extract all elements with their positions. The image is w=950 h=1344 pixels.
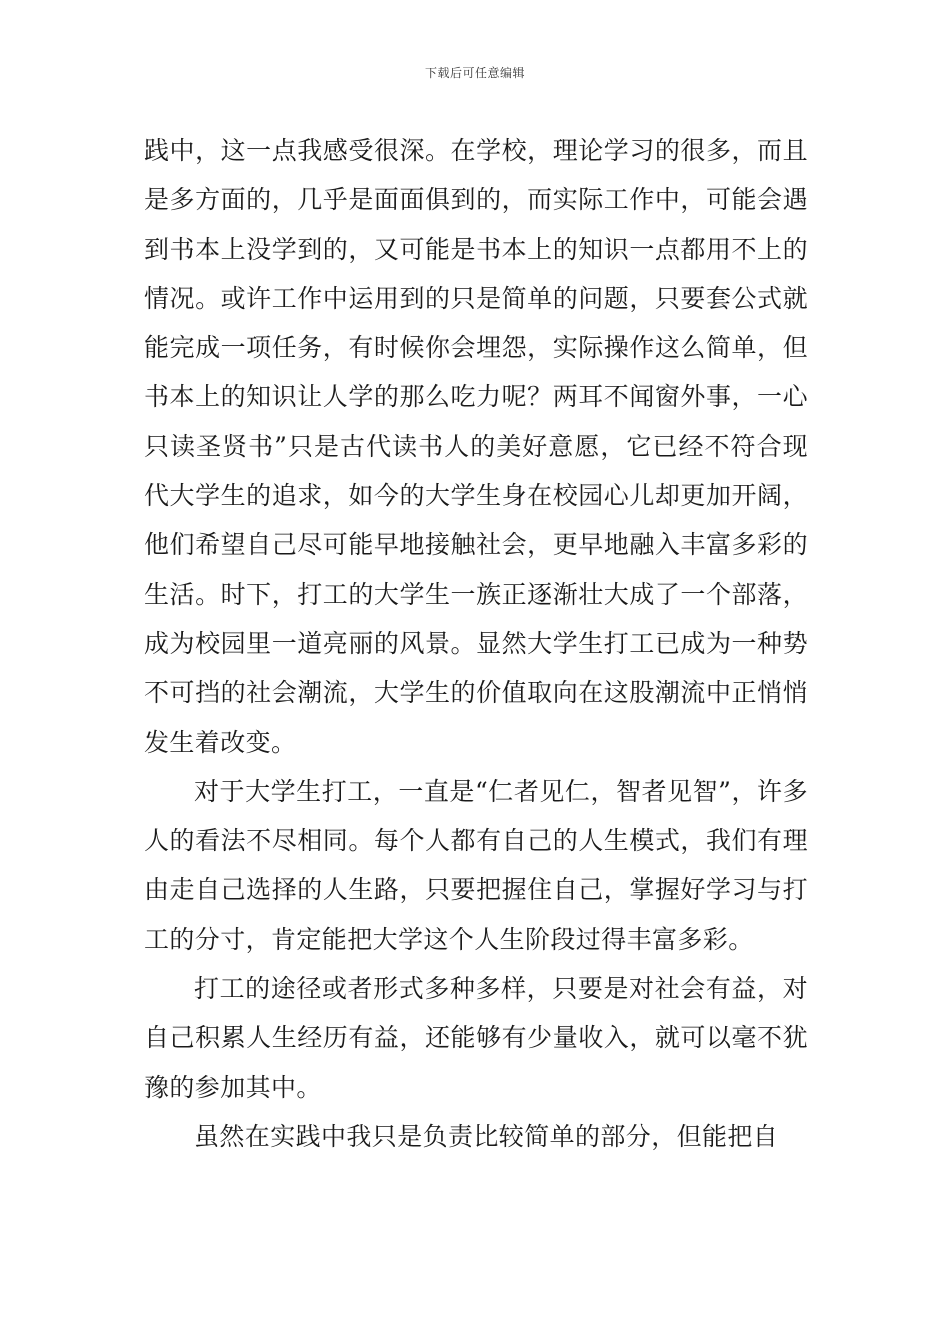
paragraph: 对于大学生打工，一直是“仁者见仁，智者见智”，许多人的看法不尽相同。每个人都有自己的人生模式，我们有理由走自己选择的人生路，只要把握住自己，掌握好学习与打工的分寸，肯定能把大学这个人生阶段过得丰富多彩。 — [144, 776, 808, 954]
paragraph: 打工的途径或者形式多种多样，只要是对社会有益，对自己积累人生经历有益，还能够有少量收入，就可以毫不犹豫的参加其中。 — [144, 974, 808, 1102]
page-header: 下载后可任意编辑 — [424, 66, 525, 80]
paragraph: 虽然在实践中我只是负责比较简单的部分，但能把自 — [194, 1121, 779, 1151]
document-body — [144, 126, 808, 1161]
paragraph-continuation: 践中，这一点我感受很深。在学校，理论学习的很多，而且是多方面的，几乎是面面俱到的，而实际工作中，可能会遇到书本上没学到的，又可能是书本上的知识一点都用不上的情况。或许工作中运用到的只是简单的问题，只要套公式就能完成一项任务，有时候你会埋怨，实际操作这么简单，但书本上的知识让人学的那么吃力呢？两耳不闻窗外事，一心只读圣贤书”只是古代读书人的美好意愿，它已经不符合现代大学生的追求，如今的大学生身在校园心儿却更加开阔，他们希望自己尽可能早地接触社会，更早地融入丰富多彩的生活。时下，打工的大学生一族正逐渐壮大成了一个部落，成为校园里一道亮丽的风景。显然大学生打工已成为一种势不可挡的社会潮流，大学生的价值取向在这股潮流中正悄悄发生着改变。 — [144, 136, 808, 757]
